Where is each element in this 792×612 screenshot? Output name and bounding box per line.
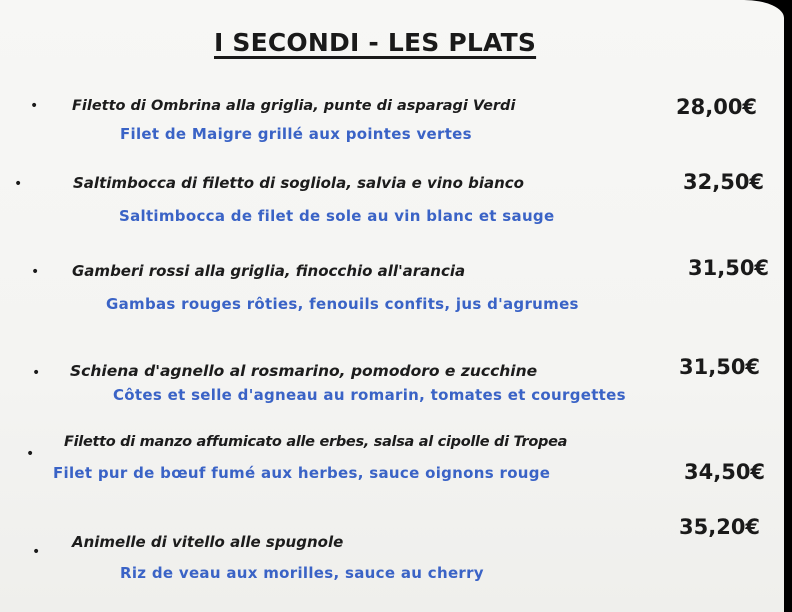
bullet: • [31, 264, 40, 280]
dish-name-french: Côtes et selle d'agneau au romarin, tomates et courgettes [113, 386, 626, 404]
bullet: • [32, 365, 41, 381]
dish-name-italian: Filetto di manzo affumicato alle erbes, salsa al cipolle di Tropea [64, 434, 568, 450]
dish-name-french: Filet de Maigre grillé aux pointes vertes [120, 125, 472, 143]
dish-price: 34,50€ [684, 460, 766, 484]
dish-price: 32,50€ [683, 170, 765, 194]
menu-title: I SECONDI - LES PLATS [214, 28, 537, 57]
dish-price: 31,50€ [688, 256, 770, 280]
dish-name-french: Riz de veau aux morilles, sauce au cherry [120, 564, 484, 582]
dish-price: 35,20€ [679, 515, 761, 539]
dish-name-french: Saltimbocca de filet de sole au vin blanc et sauge [119, 207, 555, 225]
dish-name-italian: Schiena d'agnello al rosmarino, pomodoro e zucchine [70, 362, 538, 380]
dish-name-french: Filet pur de bœuf fumé aux herbes, sauce oignons rouge [53, 464, 551, 482]
bullet: • [32, 544, 41, 560]
bullet: • [26, 446, 35, 462]
bullet: • [30, 98, 39, 114]
bullet: • [14, 176, 23, 192]
dish-name-french: Gambas rouges rôties, fenouils confits, jus d'agrumes [106, 295, 579, 313]
dish-price: 31,50€ [679, 355, 761, 379]
dish-price: 28,00€ [676, 95, 758, 119]
dish-name-italian: Filetto di Ombrina alla griglia, punte di asparagi Verdi [72, 98, 516, 114]
dish-name-italian: Gamberi rossi alla griglia, finocchio all'arancia [72, 262, 466, 280]
dish-name-italian: Animelle di vitello alle spugnole [72, 533, 344, 551]
dish-name-italian: Saltimbocca di filetto di sogliola, salvia e vino bianco [73, 174, 524, 192]
